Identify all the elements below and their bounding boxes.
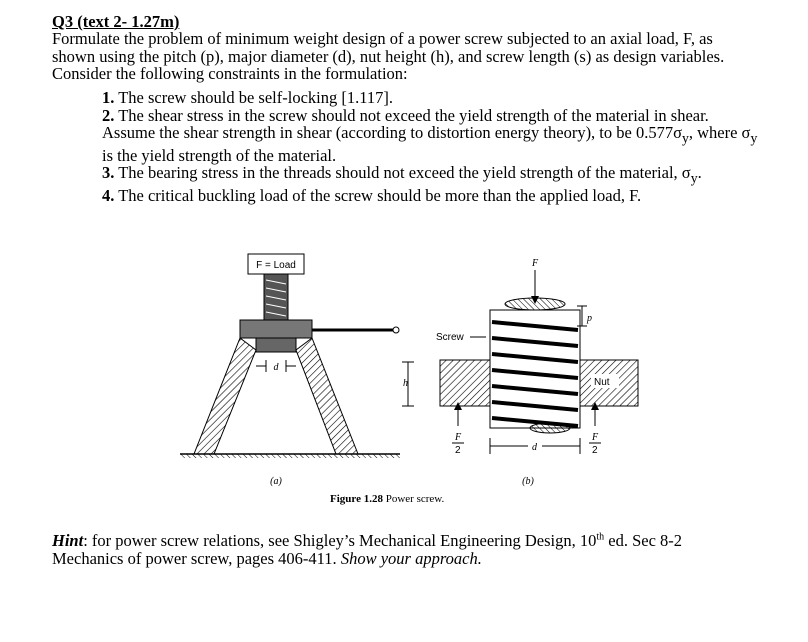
right-leg [296, 338, 358, 454]
sigma-subscript: y [682, 130, 689, 146]
sigma-subscript: y [690, 170, 698, 186]
constraint-text: The shear stress in the screw should not exceed the yield strength of the material in shear. [118, 105, 709, 125]
F-label: F [532, 258, 539, 269]
hint-text-3: Mechanics of power screw, pages 406-411. [52, 548, 341, 568]
d-label-a: d [273, 362, 279, 373]
figure-number: Figure 1.28 [330, 493, 383, 505]
F-half-den-right: 2 [592, 445, 598, 456]
constraint-text-tail: . [697, 163, 702, 183]
label-a: (a) [270, 476, 282, 487]
load-label: F = Load [256, 260, 296, 271]
d-label-b: d [532, 442, 537, 453]
figure-caption-text: Power screw. [385, 493, 445, 505]
constraint-text-cont: , where σ [688, 123, 751, 142]
screw-label: Screw [436, 332, 464, 343]
screw-top [505, 298, 565, 310]
constraint-text: The bearing stress in the threads should not exceed the yield strength of the material, σ [118, 163, 691, 183]
constraint-item-1 [102, 89, 782, 107]
intro-line-3: Consider the following constraints in the formulation: [52, 64, 408, 83]
jack-nut [256, 338, 296, 352]
constraint-text: The critical buckling load of the screw should be more than the applied load, F. [118, 186, 642, 206]
F-half-num-left: F [455, 432, 462, 443]
question-intro [52, 30, 772, 83]
constraint-list [102, 89, 782, 205]
power-screw-diagram [170, 240, 660, 515]
hint-paragraph [52, 532, 772, 567]
hint-superscript: th [596, 531, 605, 543]
constraint-number: 2. [102, 105, 115, 125]
constraint-text-cont: Assume the shear strength in shear (according to distortion energy theory), to be 0.577σ [102, 123, 682, 142]
intro-line-1: Formulate the problem of minimum weight design of a power screw subjected to an axial load, F, as [52, 29, 713, 48]
figure-caption [330, 493, 444, 505]
jack-cap [240, 320, 312, 338]
question-heading: Q3 (text 2- 1.27m) [52, 12, 180, 31]
constraint-text-cont: is the yield strength of the material. [102, 145, 337, 165]
hint-text-1: : for power screw relations, see Shigley’s Mechanical Engineering Design, 10 [83, 531, 597, 550]
F-half-num-right: F [592, 432, 599, 443]
constraint-item-4 [102, 187, 782, 205]
constraint-item-2 [102, 107, 782, 165]
nut-label: Nut [594, 377, 610, 388]
constraint-number: 4. [102, 186, 115, 206]
screw-nut-b [436, 258, 638, 487]
power-screw-figure [170, 240, 660, 515]
nut-left [440, 360, 490, 406]
p-label: p [587, 313, 592, 324]
constraint-text: The screw should be self-locking [1.117]. [118, 88, 393, 107]
constraint-item-3 [102, 164, 782, 187]
F-half-den-left: 2 [455, 445, 461, 456]
hint-approach: Show your approach. [340, 548, 482, 568]
label-b: (b) [522, 476, 534, 487]
h-label: h [403, 378, 408, 389]
hint-label: Hint [52, 531, 84, 550]
constraint-number: 3. [102, 163, 115, 183]
sigma-subscript: y [750, 130, 758, 146]
intro-line-2: shown using the pitch (p), major diameter (d), nut height (h), and screw length (s) as design variables. [52, 46, 725, 66]
screw-jack-a [180, 254, 414, 487]
hint-text-2: ed. Sec 8-2 [604, 531, 683, 550]
left-leg [194, 338, 256, 454]
constraint-number: 1. [102, 88, 115, 107]
